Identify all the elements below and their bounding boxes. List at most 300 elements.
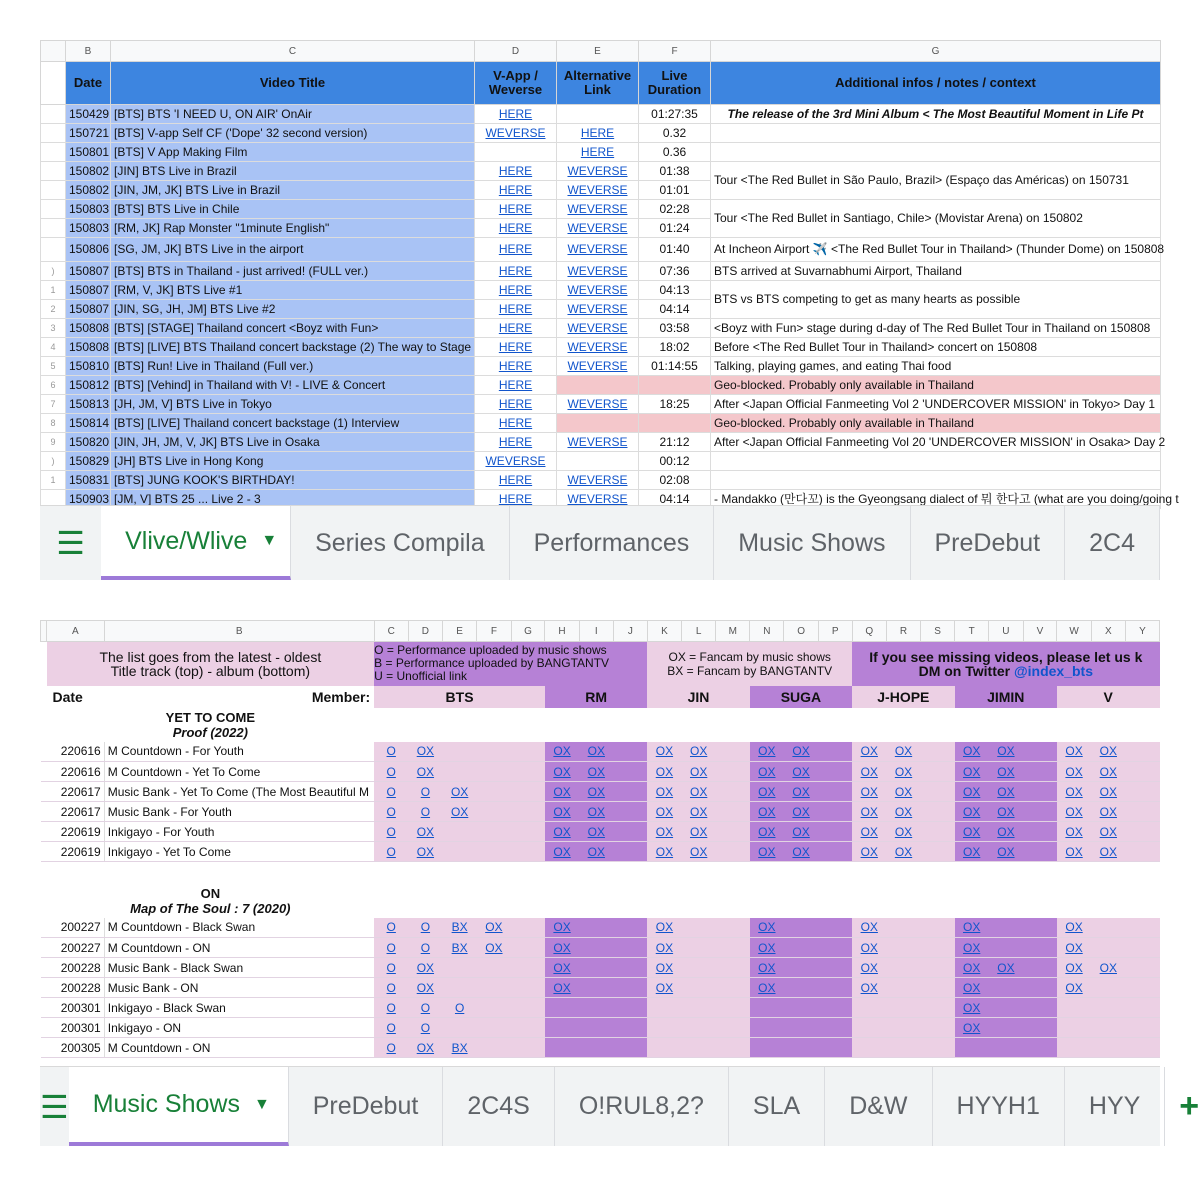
plus-icon[interactable]: + xyxy=(1179,1087,1200,1125)
video-link[interactable]: OX xyxy=(553,784,571,799)
vapp-link[interactable]: HERE xyxy=(498,301,533,316)
vapp-link[interactable]: HERE xyxy=(498,491,533,506)
link-cell[interactable] xyxy=(750,978,784,998)
link-cell[interactable] xyxy=(408,1038,442,1058)
link-cell[interactable] xyxy=(545,762,579,782)
link-cell[interactable] xyxy=(1023,1038,1057,1058)
video-link[interactable]: OX xyxy=(655,960,674,975)
date-cell[interactable]: 150813 xyxy=(66,395,111,414)
video-link[interactable]: OX xyxy=(689,764,708,779)
video-title-cell[interactable]: [JH] BTS Live in Hong Kong xyxy=(111,452,475,471)
link-cell[interactable] xyxy=(716,742,750,762)
link-cell[interactable] xyxy=(1057,802,1091,822)
video-link[interactable]: OX xyxy=(1099,824,1117,839)
video-link[interactable]: OX xyxy=(962,960,981,975)
link-cell[interactable] xyxy=(374,1038,408,1058)
link-cell[interactable] xyxy=(613,938,647,958)
video-title-cell[interactable]: [RM, JK] Rap Monster "1minute English" xyxy=(111,219,475,238)
alt-link-cell[interactable] xyxy=(557,162,639,181)
link-cell[interactable] xyxy=(545,1018,579,1038)
link-cell[interactable] xyxy=(989,782,1023,802)
video-link[interactable]: O xyxy=(386,844,396,859)
date-cell[interactable]: 150831 xyxy=(66,471,111,490)
link-cell[interactable] xyxy=(852,822,886,842)
duration-cell[interactable]: 21:12 xyxy=(639,433,711,452)
video-link[interactable]: OX xyxy=(997,960,1015,975)
link-cell[interactable] xyxy=(1057,762,1091,782)
vapp-link-cell[interactable] xyxy=(475,200,557,219)
link-cell[interactable] xyxy=(408,958,442,978)
link-cell[interactable] xyxy=(477,998,511,1018)
video-link[interactable]: O xyxy=(420,940,431,955)
video-title-cell[interactable]: [SG, JM, JK] BTS Live in the airport xyxy=(111,238,475,262)
link-cell[interactable] xyxy=(818,1018,852,1038)
link-cell[interactable] xyxy=(579,762,613,782)
link-cell[interactable] xyxy=(716,802,750,822)
vapp-link-cell[interactable] xyxy=(475,452,557,471)
video-link[interactable]: OX xyxy=(997,744,1015,759)
column-letter[interactable]: O xyxy=(784,621,818,642)
video-link[interactable]: OX xyxy=(416,744,435,759)
link-cell[interactable] xyxy=(1057,998,1091,1018)
date-cell[interactable]: 220617 xyxy=(47,782,105,802)
column-letter[interactable]: G xyxy=(511,621,545,642)
link-cell[interactable] xyxy=(647,762,681,782)
link-cell[interactable] xyxy=(1023,958,1057,978)
link-cell[interactable] xyxy=(955,762,989,782)
link-cell[interactable] xyxy=(613,998,647,1018)
alt-link[interactable]: HERE xyxy=(580,144,615,159)
notes-cell[interactable]: The release of the 3rd Mini Album < The Most Beautiful Moment in Life Pt xyxy=(711,105,1161,124)
link-cell[interactable] xyxy=(374,822,408,842)
vapp-link-cell[interactable] xyxy=(475,300,557,319)
link-cell[interactable] xyxy=(886,1018,920,1038)
performance-title-cell[interactable]: Music Bank - Black Swan xyxy=(104,958,374,978)
link-cell[interactable] xyxy=(682,918,716,938)
video-link[interactable]: O xyxy=(386,784,396,799)
video-link[interactable]: OX xyxy=(894,784,913,799)
link-cell[interactable] xyxy=(374,742,408,762)
video-link[interactable]: OX xyxy=(655,824,674,839)
column-letter[interactable]: M xyxy=(716,621,750,642)
video-link[interactable]: OX xyxy=(655,784,674,799)
notes-cell[interactable]: - Mandakko (만다꼬) is the Gyeongsang dialect of 뭐 한다고 (what are you doing/going t xyxy=(711,490,1161,509)
link-cell[interactable] xyxy=(408,842,442,862)
link-cell[interactable] xyxy=(1091,802,1125,822)
alt-link-cell[interactable] xyxy=(557,338,639,357)
link-cell[interactable] xyxy=(408,918,442,938)
link-cell[interactable] xyxy=(682,958,716,978)
column-letter[interactable]: I xyxy=(579,621,613,642)
link-cell[interactable] xyxy=(443,998,477,1018)
vapp-link-cell[interactable] xyxy=(475,319,557,338)
video-link[interactable]: OX xyxy=(962,1000,981,1015)
date-cell[interactable]: 150806 xyxy=(66,238,111,262)
menu-icon[interactable]: ☰ xyxy=(56,525,85,561)
video-link[interactable]: O xyxy=(420,1000,431,1015)
link-cell[interactable] xyxy=(647,958,681,978)
video-link[interactable]: OX xyxy=(1065,920,1083,935)
duration-cell[interactable]: 01:38 xyxy=(639,162,711,181)
notes-cell[interactable]: Before <The Red Bullet Tour in Thailand> concert on 150808 xyxy=(711,338,1161,357)
link-cell[interactable] xyxy=(408,802,442,822)
column-letter[interactable]: N xyxy=(750,621,784,642)
alt-link[interactable]: WEVERSE xyxy=(567,491,628,506)
link-cell[interactable] xyxy=(1057,842,1091,862)
link-cell[interactable] xyxy=(1125,802,1159,822)
date-cell[interactable]: 150808 xyxy=(66,319,111,338)
duration-cell[interactable]: 18:25 xyxy=(639,395,711,414)
link-cell[interactable] xyxy=(511,1018,545,1038)
vapp-link[interactable]: WEVERSE xyxy=(485,125,546,140)
column-letter[interactable]: C xyxy=(111,41,475,62)
column-letter[interactable]: Q xyxy=(852,621,886,642)
link-cell[interactable] xyxy=(408,938,442,958)
alt-link[interactable]: WEVERSE xyxy=(567,396,628,411)
link-cell[interactable] xyxy=(647,998,681,1018)
video-link[interactable]: O xyxy=(420,804,431,819)
date-cell[interactable]: 150429 xyxy=(66,105,111,124)
video-link[interactable]: OX xyxy=(416,844,435,859)
link-cell[interactable] xyxy=(374,762,408,782)
sheet-tab[interactable] xyxy=(69,1067,289,1146)
video-link[interactable]: OX xyxy=(894,824,913,839)
alt-link[interactable]: WEVERSE xyxy=(567,263,628,278)
link-cell[interactable] xyxy=(716,938,750,958)
date-cell[interactable]: 200301 xyxy=(47,1018,105,1038)
vapp-link-cell[interactable] xyxy=(475,181,557,200)
link-cell[interactable] xyxy=(784,958,818,978)
link-cell[interactable] xyxy=(647,742,681,762)
sheet-tab[interactable] xyxy=(443,1067,555,1146)
link-cell[interactable] xyxy=(1125,998,1159,1018)
link-cell[interactable] xyxy=(443,958,477,978)
link-cell[interactable] xyxy=(1091,918,1125,938)
link-cell[interactable] xyxy=(852,1038,886,1058)
link-cell[interactable] xyxy=(1091,762,1125,782)
link-cell[interactable] xyxy=(579,782,613,802)
date-cell[interactable]: 150803 xyxy=(66,200,111,219)
video-link[interactable]: OX xyxy=(587,744,605,759)
video-link[interactable]: OX xyxy=(553,744,571,759)
link-cell[interactable] xyxy=(477,938,511,958)
link-cell[interactable] xyxy=(647,938,681,958)
link-cell[interactable] xyxy=(545,1038,579,1058)
video-link[interactable]: OX xyxy=(860,764,878,779)
link-cell[interactable] xyxy=(613,978,647,998)
duration-cell[interactable]: 04:13 xyxy=(639,281,711,300)
link-cell[interactable] xyxy=(511,782,545,802)
video-link[interactable]: OX xyxy=(860,744,878,759)
video-link[interactable]: OX xyxy=(485,920,503,935)
link-cell[interactable] xyxy=(818,822,852,842)
link-cell[interactable] xyxy=(750,918,784,938)
link-cell[interactable] xyxy=(579,1018,613,1038)
column-letter[interactable]: T xyxy=(955,621,989,642)
vapp-link-cell[interactable] xyxy=(475,262,557,281)
notes-cell[interactable] xyxy=(711,143,1161,162)
column-letter[interactable]: J xyxy=(613,621,647,642)
link-cell[interactable] xyxy=(989,1018,1023,1038)
link-cell[interactable] xyxy=(511,918,545,938)
link-cell[interactable] xyxy=(784,822,818,842)
link-cell[interactable] xyxy=(545,978,579,998)
video-link[interactable]: OX xyxy=(997,784,1015,799)
link-cell[interactable] xyxy=(921,918,955,938)
video-link[interactable]: O xyxy=(454,1000,465,1015)
video-link[interactable]: O xyxy=(386,1040,396,1055)
link-cell[interactable] xyxy=(750,782,784,802)
link-cell[interactable] xyxy=(955,822,989,842)
video-title-cell[interactable]: [BTS] JUNG KOOK'S BIRTHDAY! xyxy=(111,471,475,490)
link-cell[interactable] xyxy=(1023,978,1057,998)
link-cell[interactable] xyxy=(784,1018,818,1038)
link-cell[interactable] xyxy=(784,762,818,782)
link-cell[interactable] xyxy=(989,802,1023,822)
link-cell[interactable] xyxy=(1023,782,1057,802)
column-letter[interactable]: E xyxy=(443,621,477,642)
date-cell[interactable]: 200227 xyxy=(47,938,105,958)
performance-title-cell[interactable]: M Countdown - Black Swan xyxy=(104,918,374,938)
performance-title-cell[interactable]: M Countdown - Yet To Come xyxy=(104,762,374,782)
date-cell[interactable]: 200305 xyxy=(47,1038,105,1058)
link-cell[interactable] xyxy=(1125,742,1159,762)
link-cell[interactable] xyxy=(818,762,852,782)
video-link[interactable]: OX xyxy=(758,744,776,759)
link-cell[interactable] xyxy=(647,782,681,802)
video-link[interactable]: OX xyxy=(962,824,981,839)
alt-link-cell[interactable] xyxy=(557,414,639,433)
video-link[interactable]: OX xyxy=(894,744,913,759)
video-link[interactable]: OX xyxy=(553,960,571,975)
video-title-cell[interactable]: [BTS] [STAGE] Thailand concert <Boyz with Fun> xyxy=(111,319,475,338)
video-link[interactable]: OX xyxy=(655,744,674,759)
video-title-cell[interactable]: [BTS] [LIVE] Thailand concert backstage (1) Interview xyxy=(111,414,475,433)
date-cell[interactable]: 150807 xyxy=(66,281,111,300)
duration-cell[interactable]: 04:14 xyxy=(639,300,711,319)
notes-cell[interactable] xyxy=(711,471,1161,490)
video-link[interactable]: OX xyxy=(758,824,776,839)
date-cell[interactable]: 150721 xyxy=(66,124,111,143)
sheet-tab[interactable] xyxy=(714,506,910,580)
link-cell[interactable] xyxy=(1091,978,1125,998)
link-cell[interactable] xyxy=(682,762,716,782)
link-cell[interactable] xyxy=(545,802,579,822)
link-cell[interactable] xyxy=(921,958,955,978)
link-cell[interactable] xyxy=(750,742,784,762)
link-cell[interactable] xyxy=(852,842,886,862)
video-link[interactable]: OX xyxy=(655,804,674,819)
date-cell[interactable]: 200228 xyxy=(47,978,105,998)
link-cell[interactable] xyxy=(921,822,955,842)
video-link[interactable]: OX xyxy=(655,940,674,955)
link-cell[interactable] xyxy=(921,978,955,998)
alt-link-cell[interactable] xyxy=(557,143,639,162)
link-cell[interactable] xyxy=(374,978,408,998)
link-cell[interactable] xyxy=(477,1038,511,1058)
video-link[interactable]: OX xyxy=(587,844,605,859)
link-cell[interactable] xyxy=(1023,998,1057,1018)
sheet-tab[interactable] xyxy=(510,506,715,580)
vapp-link[interactable]: HERE xyxy=(498,263,533,278)
sheet-tab[interactable] xyxy=(933,1067,1065,1146)
alt-link[interactable]: WEVERSE xyxy=(567,434,628,449)
date-cell[interactable]: 150802 xyxy=(66,162,111,181)
link-cell[interactable] xyxy=(1057,782,1091,802)
vapp-link-cell[interactable] xyxy=(475,376,557,395)
video-link[interactable]: OX xyxy=(860,784,878,799)
link-cell[interactable] xyxy=(852,742,886,762)
link-cell[interactable] xyxy=(545,842,579,862)
link-cell[interactable] xyxy=(1125,762,1159,782)
link-cell[interactable] xyxy=(716,782,750,802)
twitter-handle-link[interactable]: @index_bts xyxy=(1014,662,1094,679)
link-cell[interactable] xyxy=(579,822,613,842)
link-cell[interactable] xyxy=(1125,978,1159,998)
alt-link-cell[interactable] xyxy=(557,357,639,376)
link-cell[interactable] xyxy=(886,802,920,822)
video-link[interactable]: OX xyxy=(758,960,776,975)
sheet-tab[interactable] xyxy=(289,1067,444,1146)
performance-title-cell[interactable]: Inkigayo - For Youth xyxy=(104,822,374,842)
link-cell[interactable] xyxy=(784,978,818,998)
link-cell[interactable] xyxy=(750,842,784,862)
duration-cell[interactable]: 02:08 xyxy=(639,471,711,490)
video-link[interactable]: OX xyxy=(689,744,708,759)
notes-cell[interactable]: BTS vs BTS competing to get as many hearts as possible xyxy=(711,281,1161,319)
duration-cell[interactable]: 01:24 xyxy=(639,219,711,238)
link-cell[interactable] xyxy=(784,782,818,802)
link-cell[interactable] xyxy=(408,782,442,802)
date-cell[interactable]: 200301 xyxy=(47,998,105,1018)
video-link[interactable]: OX xyxy=(758,804,776,819)
link-cell[interactable] xyxy=(477,958,511,978)
link-cell[interactable] xyxy=(443,842,477,862)
link-cell[interactable] xyxy=(1023,762,1057,782)
menu-icon[interactable]: ☰ xyxy=(40,1088,69,1125)
sheet-tab[interactable] xyxy=(1065,506,1160,580)
link-cell[interactable] xyxy=(374,802,408,822)
link-cell[interactable] xyxy=(852,998,886,1018)
video-link[interactable]: OX xyxy=(997,764,1015,779)
link-cell[interactable] xyxy=(716,958,750,978)
link-cell[interactable] xyxy=(1057,978,1091,998)
sheet-tab[interactable] xyxy=(729,1067,825,1146)
link-cell[interactable] xyxy=(1091,998,1125,1018)
link-cell[interactable] xyxy=(1091,1038,1125,1058)
link-cell[interactable] xyxy=(443,918,477,938)
alt-link-cell[interactable] xyxy=(557,200,639,219)
video-link[interactable]: OX xyxy=(792,744,810,759)
column-letter[interactable]: Y xyxy=(1125,621,1159,642)
duration-cell[interactable]: 00:12 xyxy=(639,452,711,471)
duration-cell[interactable] xyxy=(639,414,711,433)
link-cell[interactable] xyxy=(989,742,1023,762)
link-cell[interactable] xyxy=(647,918,681,938)
link-cell[interactable] xyxy=(443,742,477,762)
column-letter[interactable]: A xyxy=(47,621,105,642)
link-cell[interactable] xyxy=(852,802,886,822)
link-cell[interactable] xyxy=(852,1018,886,1038)
link-cell[interactable] xyxy=(921,782,955,802)
link-cell[interactable] xyxy=(1091,822,1125,842)
video-link[interactable]: OX xyxy=(450,804,469,819)
link-cell[interactable] xyxy=(511,958,545,978)
link-cell[interactable] xyxy=(818,978,852,998)
sheet-tab[interactable] xyxy=(291,506,510,580)
video-link[interactable]: OX xyxy=(792,784,810,799)
link-cell[interactable] xyxy=(408,998,442,1018)
link-cell[interactable] xyxy=(716,842,750,862)
video-link[interactable]: O xyxy=(420,1020,431,1035)
video-link[interactable]: OX xyxy=(792,764,810,779)
link-cell[interactable] xyxy=(955,978,989,998)
video-link[interactable]: OX xyxy=(416,824,435,839)
link-cell[interactable] xyxy=(443,762,477,782)
video-link[interactable]: OX xyxy=(962,784,981,799)
video-link[interactable]: OX xyxy=(962,764,981,779)
video-link[interactable]: OX xyxy=(962,920,981,935)
vapp-link[interactable]: HERE xyxy=(498,396,533,411)
video-link[interactable]: OX xyxy=(1065,844,1083,859)
video-link[interactable]: OX xyxy=(1099,744,1117,759)
vapp-link-cell[interactable] xyxy=(475,414,557,433)
link-cell[interactable] xyxy=(647,842,681,862)
video-link[interactable]: OX xyxy=(1099,784,1117,799)
alt-link[interactable]: WEVERSE xyxy=(567,163,628,178)
video-link[interactable]: OX xyxy=(689,784,708,799)
video-link[interactable]: O xyxy=(386,764,396,779)
link-cell[interactable] xyxy=(511,842,545,862)
notes-cell[interactable]: Tour <The Red Bullet in Santiago, Chile> (Movistar Arena) on 150802 xyxy=(711,200,1161,238)
video-link[interactable]: OX xyxy=(758,940,776,955)
link-cell[interactable] xyxy=(477,742,511,762)
link-cell[interactable] xyxy=(443,822,477,842)
video-title-cell[interactable]: [JIN, JH, JM, V, JK] BTS Live in Osaka xyxy=(111,433,475,452)
alt-link-cell[interactable] xyxy=(557,219,639,238)
link-cell[interactable] xyxy=(1023,918,1057,938)
video-title-cell[interactable]: [RM, V, JK] BTS Live #1 xyxy=(111,281,475,300)
link-cell[interactable] xyxy=(1057,1018,1091,1038)
link-cell[interactable] xyxy=(1057,958,1091,978)
video-title-cell[interactable]: [JM, V] BTS 25 ... Live 2 - 3 xyxy=(111,490,475,509)
video-link[interactable]: OX xyxy=(1099,764,1117,779)
link-cell[interactable] xyxy=(545,822,579,842)
link-cell[interactable] xyxy=(579,802,613,822)
video-link[interactable]: OX xyxy=(1099,960,1117,975)
video-link[interactable]: OX xyxy=(553,804,571,819)
video-title-cell[interactable]: [BTS] BTS Live in Chile xyxy=(111,200,475,219)
date-cell[interactable]: 150807 xyxy=(66,262,111,281)
link-cell[interactable] xyxy=(579,742,613,762)
vapp-link-cell[interactable] xyxy=(475,219,557,238)
link-cell[interactable] xyxy=(1057,1038,1091,1058)
link-cell[interactable] xyxy=(477,1018,511,1038)
link-cell[interactable] xyxy=(784,802,818,822)
vapp-link[interactable]: HERE xyxy=(498,434,533,449)
video-link[interactable]: OX xyxy=(1065,804,1083,819)
duration-cell[interactable]: 01:14:55 xyxy=(639,357,711,376)
link-cell[interactable] xyxy=(1091,782,1125,802)
alt-link-cell[interactable] xyxy=(557,433,639,452)
link-cell[interactable] xyxy=(852,978,886,998)
link-cell[interactable] xyxy=(579,918,613,938)
vapp-link-cell[interactable] xyxy=(475,338,557,357)
video-link[interactable]: OX xyxy=(1065,784,1083,799)
date-cell[interactable]: 150814 xyxy=(66,414,111,433)
link-cell[interactable] xyxy=(408,742,442,762)
column-letter[interactable]: P xyxy=(818,621,852,642)
